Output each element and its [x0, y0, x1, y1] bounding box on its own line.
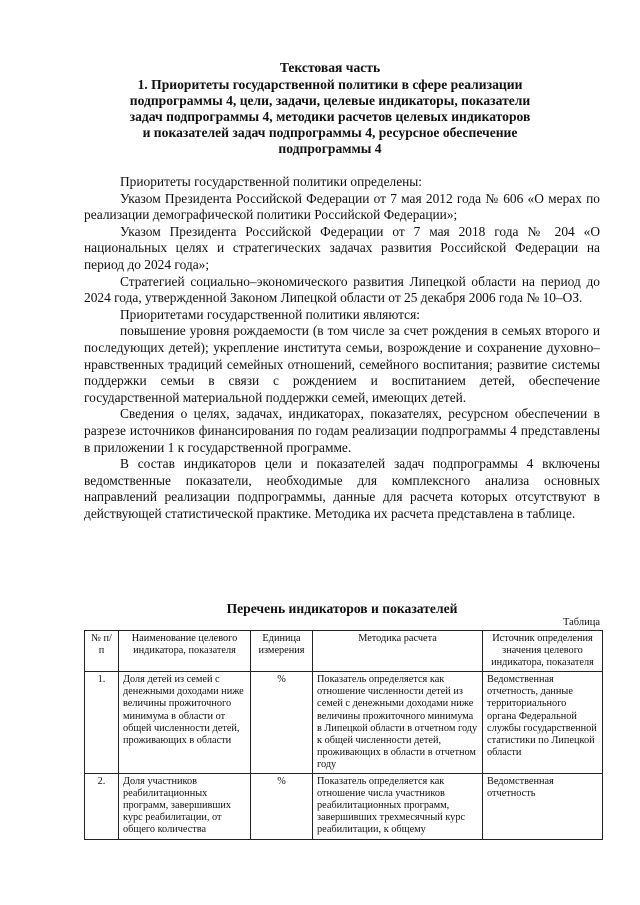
cell-method: Показатель определяется как отношение числа участников реабилитационных программ, завершивших трехмесячный курс реабилитации, к общему	[313, 774, 483, 839]
paragraph: Сведения о целях, задачах, индикаторах, показателях, ресурсном обеспечении в разрезе источников финансирования по годам реализации подпрограммы 4 представлены в приложении 1 к государственной программе.	[84, 406, 600, 455]
title-line-4: и показателей задач подпрограммы 4, ресурсное обеспечение	[142, 125, 518, 140]
cell-number: 2.	[85, 774, 119, 839]
paragraph: Указом Президента Российской Федерации от 7 мая 2012 года № 606 «О мерах по реализации демографической политики Российской Федерации»;	[84, 190, 600, 223]
paragraph: Указом Президента Российской Федерации от 7 мая 2018 года № 204 «О национальных целях и стратегических задачах развития Российской Федерации на период до 2024 года»;	[84, 223, 600, 272]
header-number: № п/п	[85, 631, 119, 672]
cell-number: 1.	[85, 672, 119, 774]
paragraph: В состав индикаторов цели и показателей задач подпрограммы 4 включены ведомственные показатели, необходимые для комплексного анализа основных направлений реализации подпрограммы, данные для расчета которых отсутствуют в действующей статистической практике. Методика их расчета представлена в таблице.	[84, 456, 600, 521]
cell-indicator-name: Доля детей из семей с денежными доходами ниже величины прожиточного минимума в области от общей численности детей, проживающих в области	[119, 672, 251, 774]
cell-source: Ведомственная отчетность	[483, 774, 603, 839]
table-caption: Таблица	[562, 617, 600, 628]
indicators-table	[84, 630, 603, 840]
table-row	[85, 774, 603, 839]
title-line-1: 1. Приоритеты государственной политики в сфере реализации	[137, 77, 523, 92]
paragraph: повышение уровня рождаемости (в том числе за счет рождения в семьях второго и последующих детей); укрепление института семьи, возрождение и сохранение духовно–нравственных традиций семейных отношений, семейного воспитания; развитие системы поддержки семьи в связи с рождением и воспитанием детей, обеспечение государственной материальной поддержки семей, имеющих детей.	[84, 323, 600, 405]
paragraph: Приоритеты государственной политики определены:	[120, 174, 423, 189]
header-source: Источник определения значения целевого индикатора, показателя	[483, 631, 603, 672]
title-line-2: подпрограммы 4, цели, задачи, целевые индикаторы, показатели	[129, 93, 531, 108]
document-body	[84, 174, 600, 522]
header-indicator-name: Наименование целевого индикатора, показателя	[119, 631, 251, 672]
cell-indicator-name: Доля участников реабилитационных программ, завершивших курс реабилитации, от общего количества	[119, 774, 251, 839]
header-unit: Единица измерения	[251, 631, 313, 672]
cell-method: Показатель определяется как отношение численности детей из семей с денежными доходами ниже величины прожиточного минимума в Липецкой области в отчетном году к общей численности детей, проживающих в области в отчетном году	[313, 672, 483, 774]
paragraph: Стратегией социально–экономического развития Липецкой области на период до 2024 года, утвержденной Законом Липецкой области от 25 декабря 2006 года № 10–ОЗ.	[84, 273, 600, 306]
title-line-3: задач подпрограммы 4, методики расчетов целевых индикаторов	[129, 109, 531, 124]
table-header-row	[85, 631, 603, 672]
cell-unit: %	[251, 672, 313, 774]
header-method: Методика расчета	[313, 631, 483, 672]
title-line-5: подпрограммы 4	[278, 141, 382, 156]
paragraph: Приоритетами государственной политики являются:	[120, 306, 420, 322]
cell-source: Ведомственная отчетность, данные территориального органа Федеральной службы государственной статистики по Липецкой области	[483, 672, 603, 774]
table-row	[85, 672, 603, 774]
cell-unit: %	[251, 774, 313, 839]
table-title: Перечень индикаторов и показателей	[226, 601, 458, 616]
section-label: Текстовая часть	[279, 60, 381, 75]
